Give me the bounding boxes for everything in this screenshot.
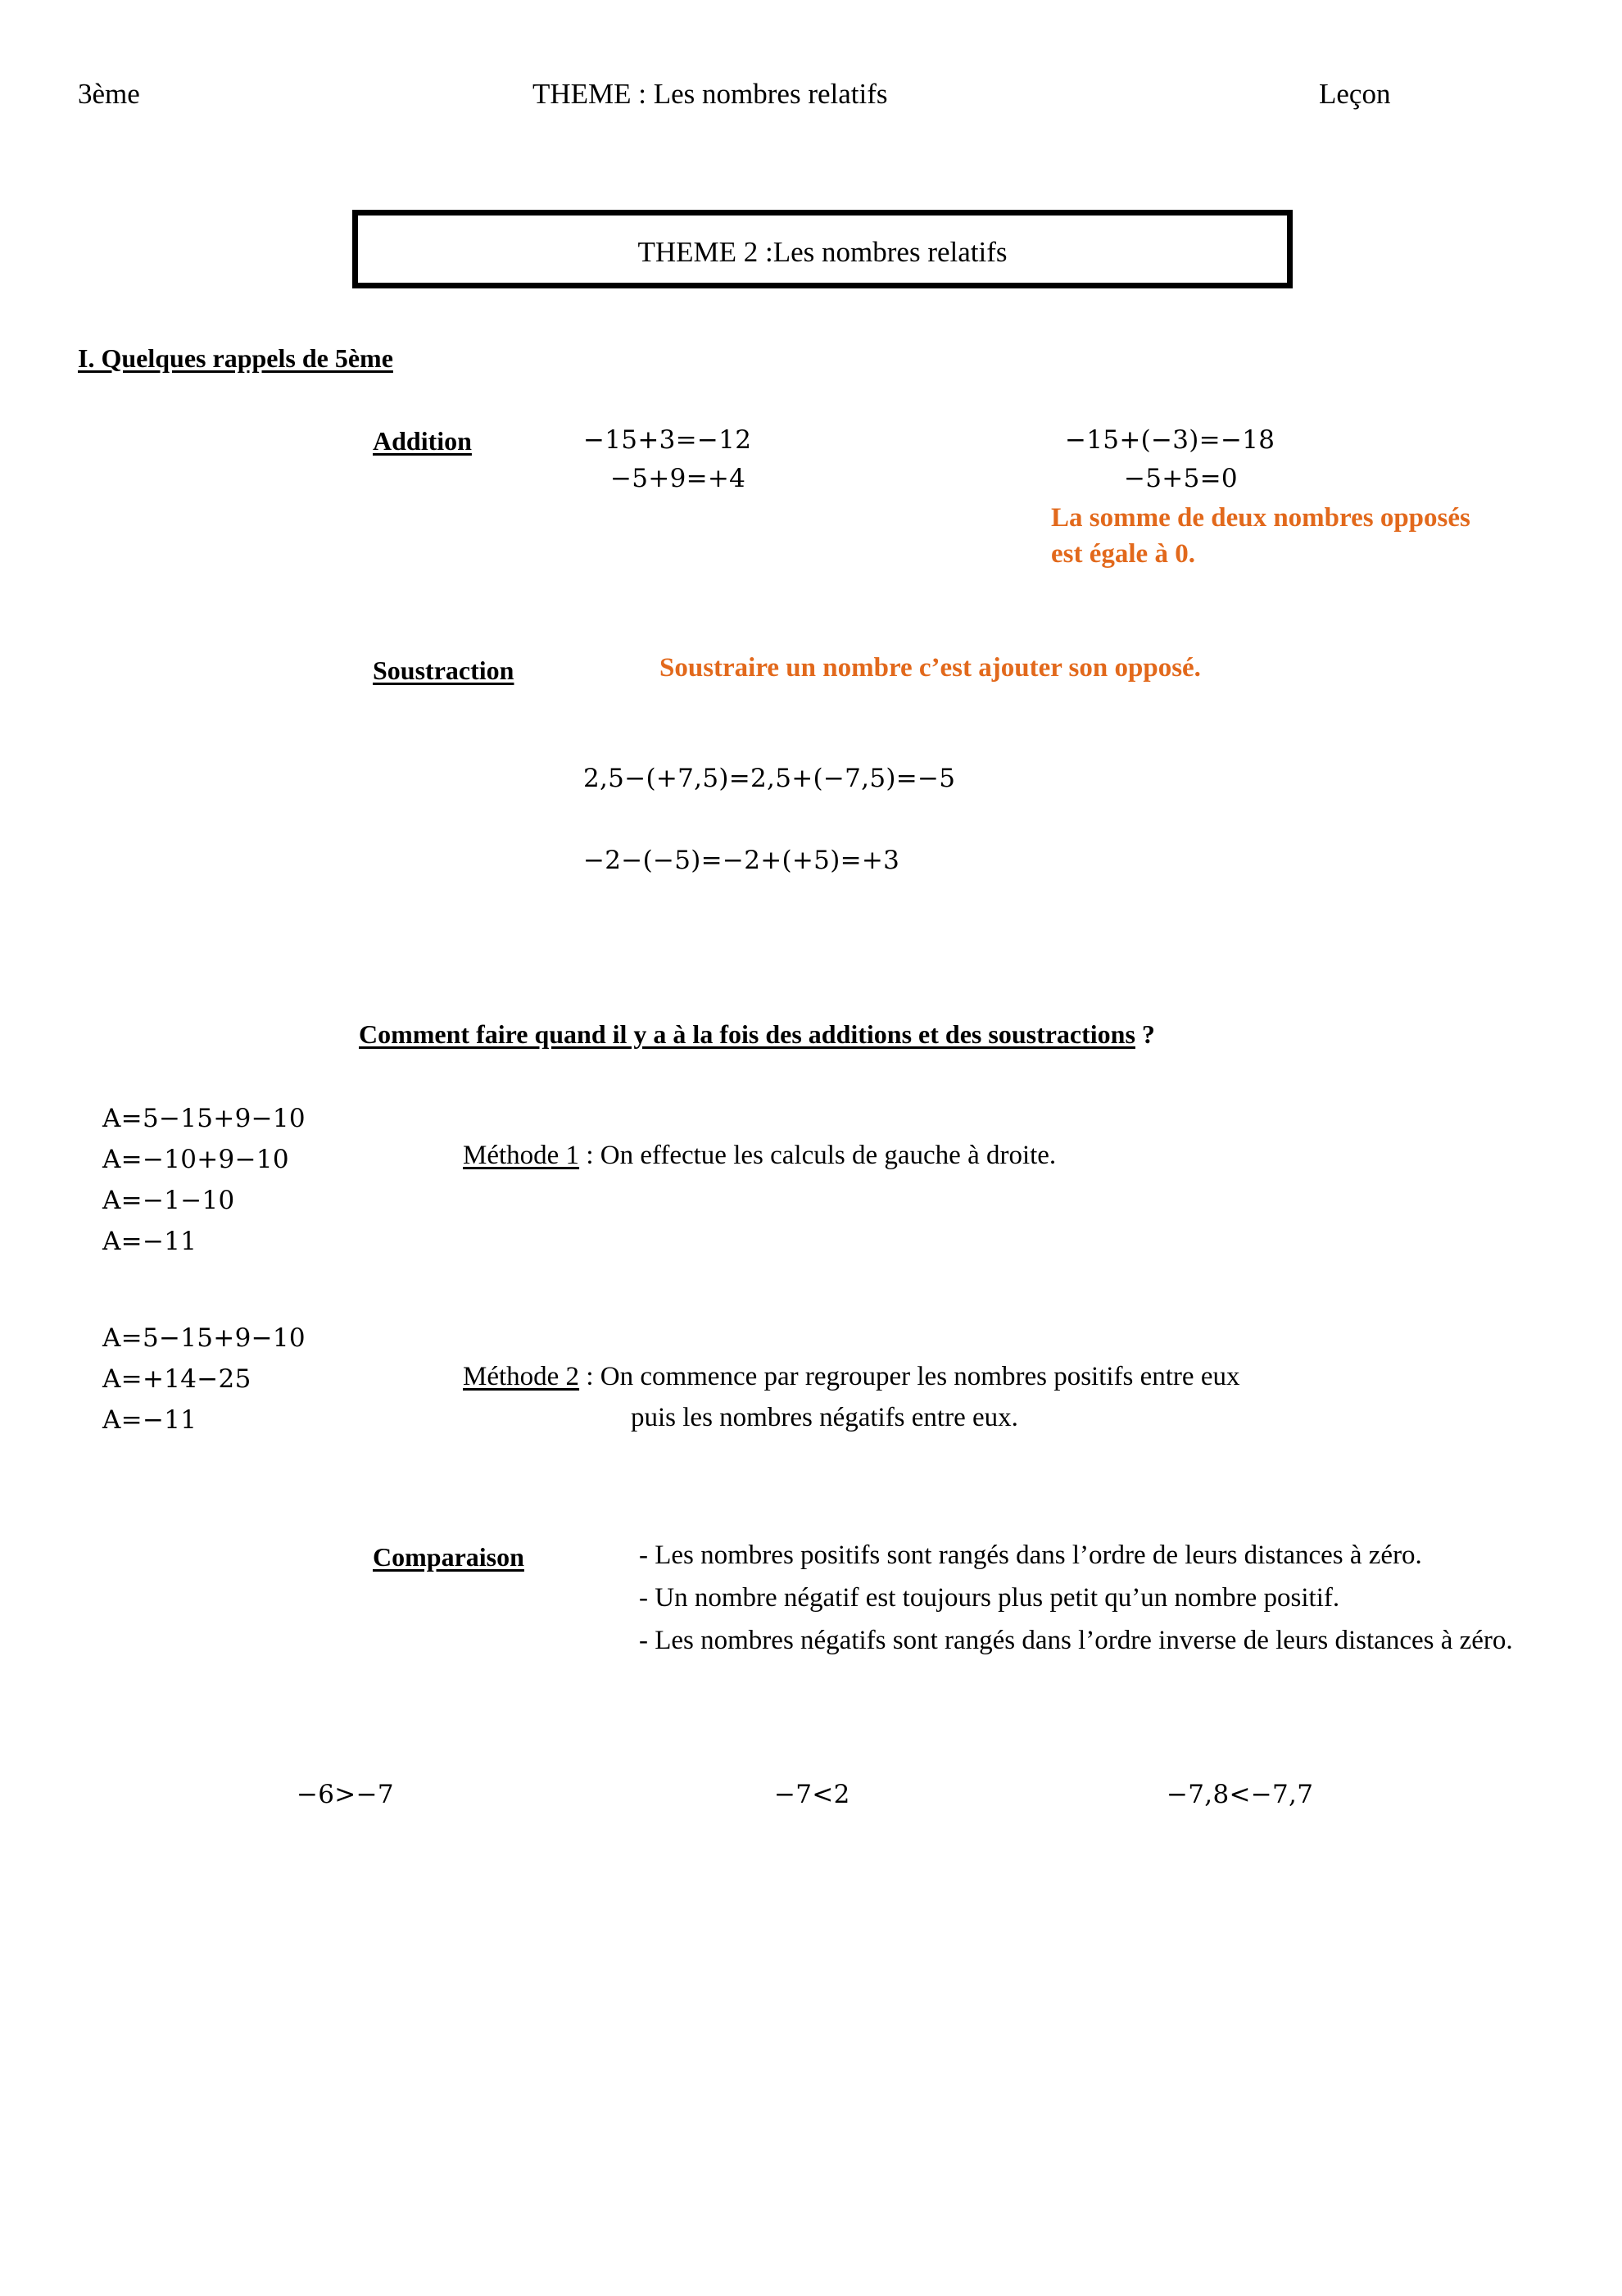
comparaison-rule: - Les nombres négatifs sont rangés dans l’ordre inverse de leurs distances à zéro.: [639, 1626, 1513, 1655]
header-theme-title: THEME : Les nombres relatifs: [532, 78, 888, 110]
addition-example-left-1: −15+3=−12: [583, 425, 752, 455]
mixed-question-main: Comment faire quand il y a à la fois des additions et des soustractions: [359, 1019, 1135, 1049]
theme-title-box: [352, 210, 1293, 288]
label-comparaison: Comparaison: [373, 1542, 524, 1572]
addition-rule-text: La somme de deux nombres opposés est égale à 0.: [1051, 503, 1470, 569]
method2-text: : On commence par regrouper les nombres positifs entre eux: [579, 1362, 1240, 1391]
method2-steps: [102, 1318, 306, 1441]
comparaison-example-2: −7<2: [774, 1780, 850, 1809]
method1-description: [463, 1135, 1364, 1176]
comparaison-rule: - Un nombre négatif est toujours plus petit qu’un nombre positif.: [639, 1583, 1340, 1613]
label-soustraction: Soustraction: [373, 656, 514, 685]
page-header: [0, 75, 1622, 125]
method1-text: : On effectue les calculs de gauche à droite.: [579, 1141, 1057, 1170]
method2-step: A=−11: [102, 1405, 197, 1435]
comparaison-example-1: −6>−7: [297, 1780, 394, 1809]
soustraction-example-2: −2−(−5)=−2+(+5)=+3: [583, 846, 900, 875]
method1-step: A=−11: [102, 1227, 197, 1256]
header-grade-level: 3ème: [78, 78, 140, 110]
addition-example-left-2: −5+9=+4: [610, 464, 746, 493]
comparaison-rule: - Les nombres positifs sont rangés dans l’ordre de leurs distances à zéro.: [639, 1540, 1422, 1570]
method2-step: A=5−15+9−10: [102, 1323, 306, 1353]
method2-step: A=+14−25: [102, 1364, 251, 1394]
comparaison-rules-list: [639, 1534, 1524, 1662]
addition-example-right-2: −5+5=0: [1124, 464, 1238, 493]
label-addition: Addition: [373, 426, 472, 456]
section-heading-1: I. Quelques rappels de 5ème: [78, 343, 393, 373]
addition-example-right-1: −15+(−3)=−18: [1065, 425, 1275, 455]
soustraction-rule-text: Soustraire un nombre c’est ajouter son opposé.: [659, 653, 1201, 683]
method1-step: A=−1−10: [102, 1186, 235, 1215]
comparaison-example-3: −7,8<−7,7: [1167, 1780, 1314, 1809]
mixed-question-mark: ?: [1135, 1019, 1155, 1049]
theme-title-text: THEME 2 :Les nombres relatifs: [637, 236, 1008, 268]
method1-step: A=−10+9−10: [102, 1145, 289, 1174]
method1-steps: [102, 1098, 306, 1262]
soustraction-example-1: 2,5−(+7,5)=2,5+(−7,5)=−5: [583, 764, 956, 793]
method2-description: [463, 1356, 1446, 1438]
method1-step: A=5−15+9−10: [102, 1104, 306, 1133]
header-doc-type: Leçon: [1319, 78, 1391, 110]
method2-label: Méthode 2: [463, 1362, 580, 1391]
method1-label: Méthode 1: [463, 1141, 580, 1170]
method2-text-line2: puis les nombres négatifs entre eux.: [631, 1403, 1018, 1432]
mixed-operations-question: [359, 1016, 1155, 1052]
